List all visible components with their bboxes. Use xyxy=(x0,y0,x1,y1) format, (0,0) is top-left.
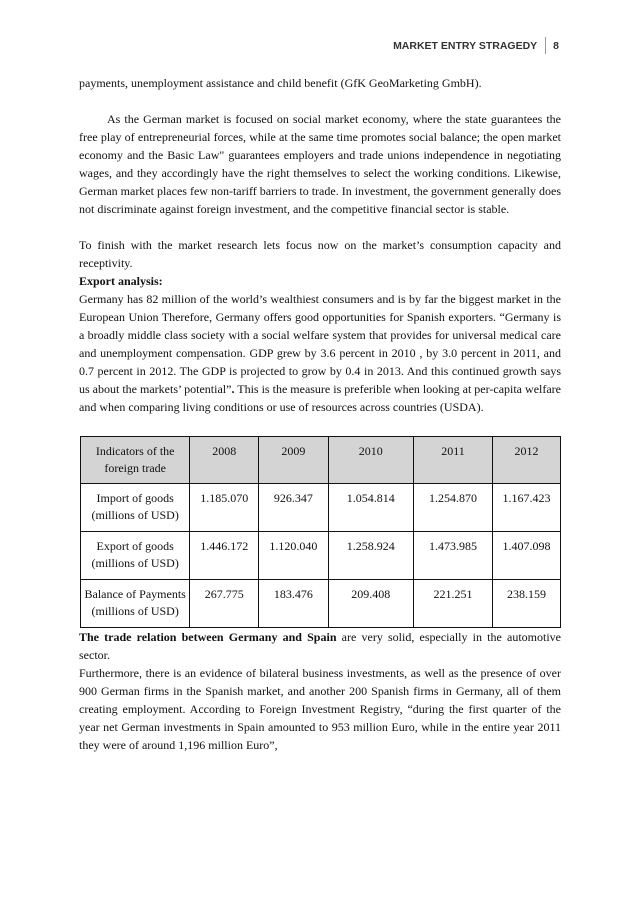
table-cell: 238.159 xyxy=(492,580,560,628)
paragraph-market-research: To finish with the market research lets focus now on the market’s consumption capacity and receptivity. xyxy=(79,238,561,270)
table-cell: 1.167.423 xyxy=(492,484,560,532)
page-body xyxy=(79,74,561,754)
table-header-cell: 2010 xyxy=(328,437,413,484)
table-cell: 1.120.040 xyxy=(259,532,328,580)
table-header-cell: 2011 xyxy=(414,437,493,484)
table-cell: 1.446.172 xyxy=(190,532,259,580)
table-header-cell: 2008 xyxy=(190,437,259,484)
export-analysis-tail: This is the measure is preferible when looking at per-capita welfare and when comparing living conditions or use of resources across countries (USDA). xyxy=(79,382,561,414)
header-divider xyxy=(545,37,546,54)
table-cell: 926.347 xyxy=(259,484,328,532)
document-title: MARKET ENTRY STRAGEDY xyxy=(393,39,538,52)
export-analysis-heading: Export analysis: xyxy=(79,274,163,288)
table-row xyxy=(81,532,561,580)
table-row-label: Balance of Payments (millions of USD) xyxy=(81,580,190,628)
paragraph-investments: Furthermore, there is an evidence of bilateral business investments, as well as the presence of over 900 German firms in the Spanish market, and another 200 Spanish firms in Germany, all of them creating employment. According to Foreign Investment Registry, “during the first quarter of the year net German investments in Spain amounted to 953 million Euro, while in the entire year 2011 they were of around 1,196 million Euro”, xyxy=(79,666,561,752)
page-header xyxy=(393,37,559,54)
table-cell: 1.185.070 xyxy=(190,484,259,532)
table-cell: 1.407.098 xyxy=(492,532,560,580)
table-cell: 1.258.924 xyxy=(328,532,413,580)
table-cell: 1.473.985 xyxy=(414,532,493,580)
table-cell: 267.775 xyxy=(190,580,259,628)
table-header-row xyxy=(81,437,561,484)
paragraph-social-market: As the German market is focused on social market economy, where the state guarantees the free play of entrepreneurial forces, while at the same time promotes social balance; the open market economy and the Basic Law" guarantees employers and trade unions independence in negotiating wages, and they accordingly have the right themselves to select the working conditions. Likewise, German market places few non-tariff barriers to trade. In investment, the government generally does not discriminate against foreign investment, and the competitive financial sector is stable. xyxy=(79,112,561,216)
paragraph-export-analysis xyxy=(79,290,561,416)
trade-relation-bold: The trade relation between Germany and Spain xyxy=(79,630,337,644)
table-header-cell: 2012 xyxy=(492,437,560,484)
table-header-cell: Indicators of the foreign trade xyxy=(81,437,190,484)
table-cell: 1.254.870 xyxy=(414,484,493,532)
export-analysis-text: Germany has 82 million of the world’s wealthiest consumers and is by far the biggest market in the European Union Therefore, Germany offers good opportunities for Spanish exporters. “Germany is a broadly middle class society with a social welfare system that provides for universal medical care and unemployment compensation. GDP grew by 3.6 percent in 2010 , by 3.0 percent in 2011, and 0.7 percent in 2012. The GDP is projected to grow by 0.4 in 2013. And this continued growth says us about the markets’ potential” xyxy=(79,292,561,396)
export-analysis-period: . xyxy=(231,382,235,396)
page-number: 8 xyxy=(553,39,559,52)
table-row xyxy=(81,484,561,532)
paragraph-gfk: payments, unemployment assistance and child benefit (GfK GeoMarketing GmbH). xyxy=(79,76,482,90)
trade-relation-text: are very solid, especially in the automotive sector. xyxy=(79,630,561,662)
table-cell: 1.054.814 xyxy=(328,484,413,532)
foreign-trade-table xyxy=(80,436,561,628)
table-row-label: Export of goods (millions of USD) xyxy=(81,532,190,580)
table-cell: 221.251 xyxy=(414,580,493,628)
table-header-cell: 2009 xyxy=(259,437,328,484)
table-row xyxy=(81,580,561,628)
paragraph-trade-relation xyxy=(79,628,561,664)
table-cell: 183.476 xyxy=(259,580,328,628)
table-cell: 209.408 xyxy=(328,580,413,628)
table-row-label: Import of goods (millions of USD) xyxy=(81,484,190,532)
